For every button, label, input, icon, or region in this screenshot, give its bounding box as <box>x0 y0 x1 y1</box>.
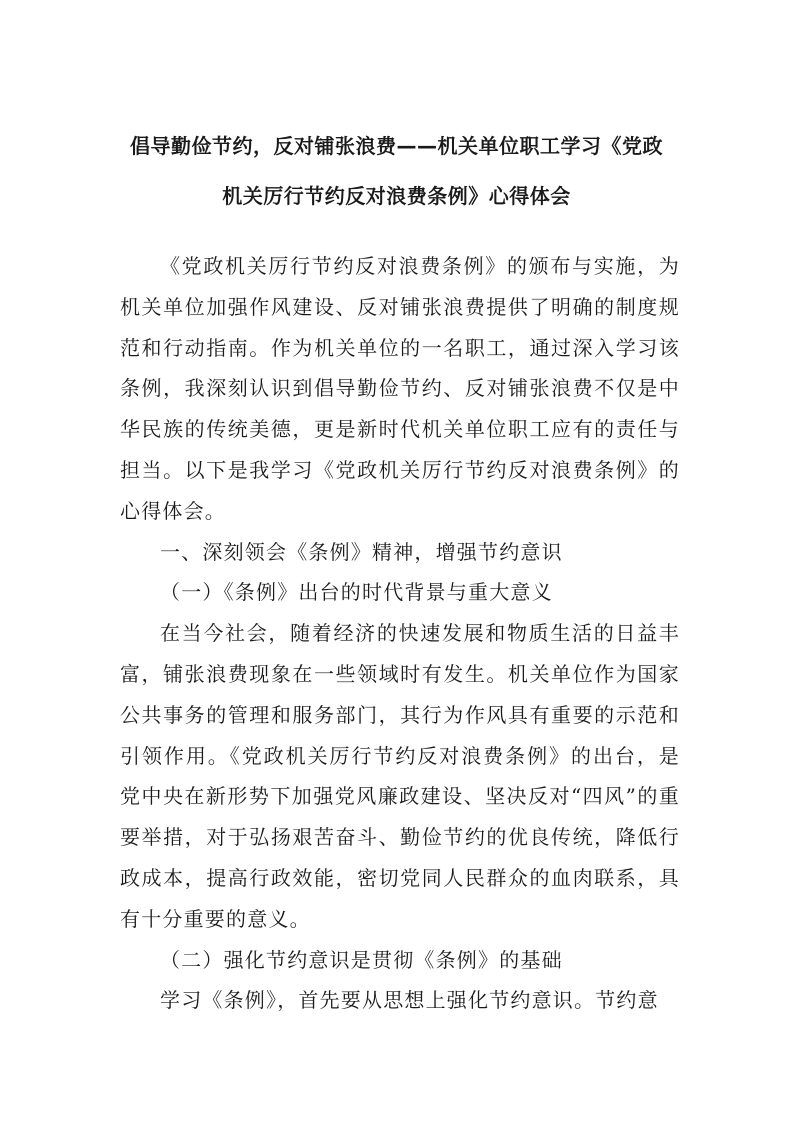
section-heading-1: 一、深刻领会《条例》精神，增强节约意识 <box>160 539 563 564</box>
document-title-line-2: 机关厉行节约反对浪费条例》心得体会 <box>222 184 571 208</box>
subsection-heading-1: （一）《条例》出台的时代背景与重大意义 <box>160 580 553 605</box>
subsection-heading-2: （二）强化节约意识是贯彻《条例》的基础 <box>160 947 563 972</box>
paragraph-intro: 《党政机关厉行节约反对浪费条例》的颁布与实施，为机关单位加强作风建设、反对铺张浪费提供了明确的制度规范和行动指南。作为机关单位的一名职工，通过深入学习该条例，我深刻认识到倡导勤俭节约、反对铺张浪费不仅是中华民族的传统美德，更是新时代机关单位职工应有的责任与担当。以下是我学习《党政机关厉行节约反对浪费条例》的心得体会。 <box>120 254 680 523</box>
document-title-line-1: 倡导勤俭节约，反对铺张浪费——机关单位职工学习《党政 <box>130 134 663 158</box>
paragraph-background: 在当今社会，随着经济的快速发展和物质生活的日益丰富，铺张浪费现象在一些领域时有发生。机关单位作为国家公共事务的管理和服务部门，其行为作风具有重要的示范和引领作用。《党政机关厉行节约反对浪费条例》的出台，是党中央在新形势下加强党风廉政建设、坚决反对“四风”的重要举措，对于弘扬艰苦奋斗、勤俭节约的优良传统，降低行政成本，提高行政效能，密切党同人民群众的血肉联系，具有十分重要的意义。 <box>120 621 680 931</box>
paragraph-awareness: 学习《条例》，首先要从思想上强化节约意识。节约意 <box>160 988 659 1013</box>
document-body <box>120 246 680 1021</box>
